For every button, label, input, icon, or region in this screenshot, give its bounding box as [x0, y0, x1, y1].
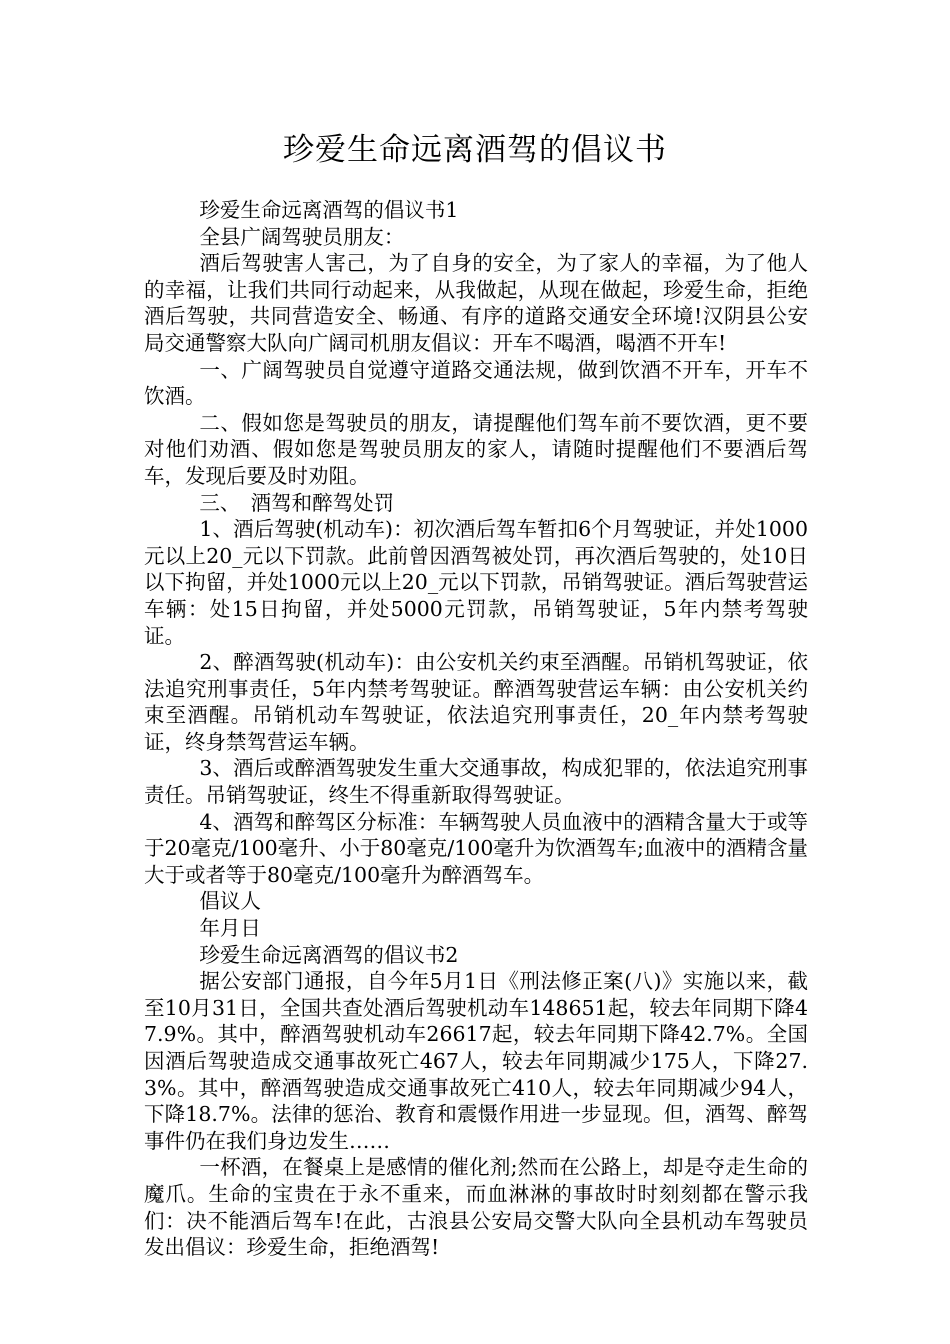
section-heading-2: 珍爱生命远离酒驾的倡议书2 [199, 942, 459, 967]
statistics-paragraph: 据公安部门通报，自今年5月1日《刑法修正案(八)》实施以来，截至10月31日，全国共查处酒后驾驶机动车148651起，较去年同期下降47.9%。其中，醉酒驾驶机动车26617起，较去年同期下降42.7%。全国因酒后驾驶造成交通事故死亡467人，较去年同期减少175人，下降27.3%。其中，醉酒驾驶造成交通事故死亡410人，较去年同期减少94人，下降18.7%。法律的惩治、教育和震慑作用进一步显现。但，酒驾、醉驾事件仍在我们身边发生…… [144, 969, 808, 1153]
penalty-item-4: 4、酒驾和醉驾区分标准：车辆驾驶人员血液中的酒精含量大于或等于20毫克/100毫升、小于80毫克/100毫升为饮酒驾车;血液中的酒精含量大于或者等于80毫克/100毫升为醉酒驾车。 [144, 809, 808, 887]
penalty-item-1: 1、酒后驾驶(机动车)：初次酒后驾车暂扣6个月驾驶证，并处1000元以上20_元以下罚款。此前曾因酒驾被处罚，再次酒后驾驶的，处10日以下拘留，并处1000元以上20_元以下罚款，吊销驾驶证。酒后驾驶营运车辆：处15日拘留，并处5000元罚款，吊销驾驶证，5年内禁考驾驶证。 [144, 517, 808, 648]
intro-paragraph: 酒后驾驶害人害己，为了自身的安全，为了家人的幸福，为了他人的幸福，让我们共同行动起来，从我做起，从现在做起，珍爱生命，拒绝酒后驾驶，共同营造安全、畅通、有序的道路交通安全环境!汉阴县公安局交通警察大队向广阔司机朋友倡议：开车不喝酒，喝酒不开车! [144, 251, 808, 355]
salutation: 全县广阔驾驶员朋友： [199, 224, 405, 249]
proposal-item-3: 三、 酒驾和醉驾处罚 [199, 490, 395, 515]
document-title: 珍爱生命远离酒驾的倡议书 [283, 132, 667, 168]
document-body [144, 197, 808, 1261]
proposal-item-2: 二、假如您是驾驶员的朋友，请提醒他们驾车前不要饮酒，更不要对他们劝酒、假如您是驾驶员朋友的家人，请随时提醒他们不要酒后驾车，发现后要及时劝阻。 [144, 410, 808, 488]
proposal-item-1: 一、广阔驾驶员自觉遵守道路交通法规，做到饮酒不开车，开车不饮酒。 [144, 357, 808, 409]
closing-paragraph: 一杯酒，在餐桌上是感情的催化剂;然而在公路上，却是夺走生命的魔爪。生命的宝贵在于永不重来，而血淋淋的事故时时刻刻都在警示我们：决不能酒后驾车!在此，古浪县公安局交警大队向全县机动车驾驶员发出倡议：珍爱生命，拒绝酒驾! [144, 1155, 808, 1260]
section-heading-1: 珍爱生命远离酒驾的倡议书1 [199, 198, 459, 222]
penalty-item-3: 3、酒后或醉酒驾驶发生重大交通事故，构成犯罪的，依法追究刑事责任。吊销驾驶证，终生不得重新取得驾驶证。 [144, 756, 808, 808]
date-label: 年月日 [199, 916, 261, 941]
signature-label: 倡议人 [199, 889, 261, 914]
penalty-item-2: 2、醉酒驾驶(机动车)：由公安机关约束至酒醒。吊销机驾驶证，依法追究刑事责任，5年内禁考驾驶证。醉酒驾驶营运车辆：由公安机关约束至酒醒。吊销机动车驾驶证，依法追究刑事责任，20_年内禁考驾驶证，终身禁驾营运车辆。 [144, 650, 808, 754]
